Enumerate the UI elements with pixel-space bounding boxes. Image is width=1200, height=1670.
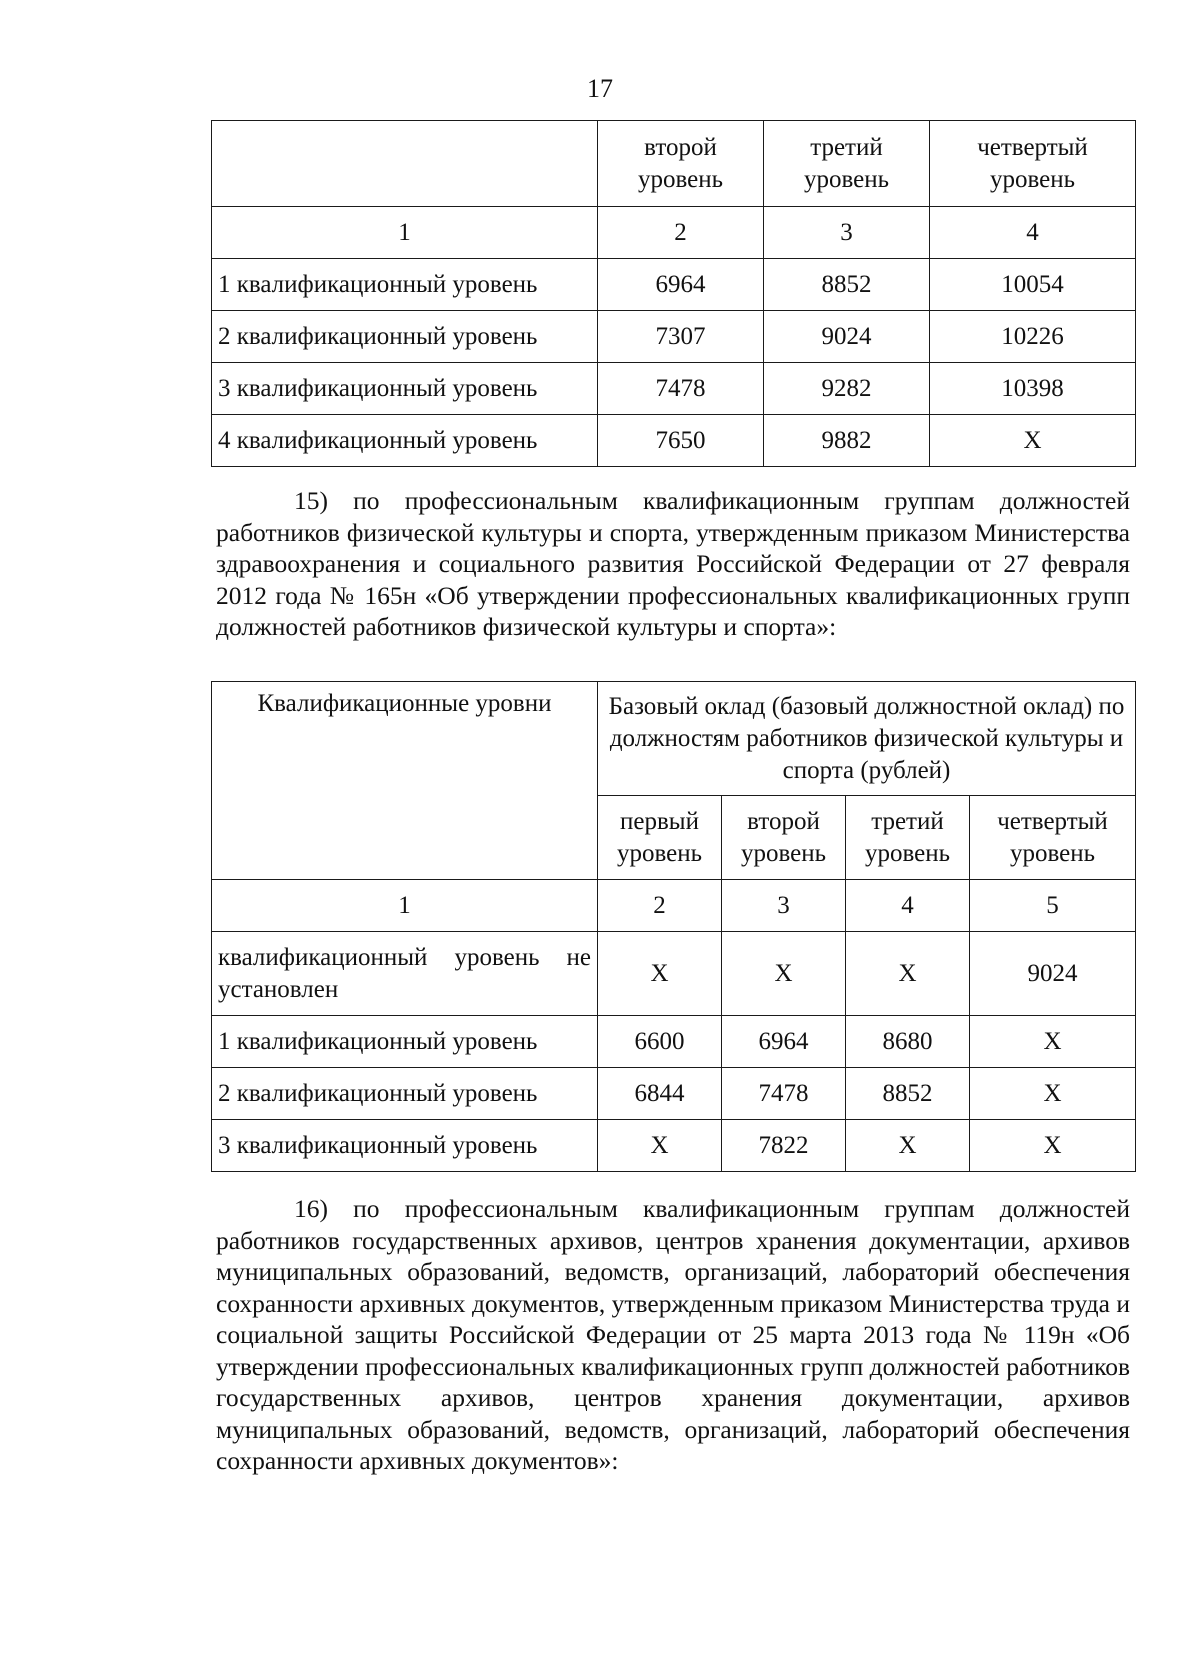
table-header-cell: третий уровень <box>764 121 930 207</box>
table-cell: 7650 <box>598 415 764 467</box>
table-cell: 7307 <box>598 311 764 363</box>
table-cell: 6844 <box>598 1068 722 1120</box>
table-cell: 9882 <box>764 415 930 467</box>
table-cell: X <box>970 1016 1136 1068</box>
table-cell: 7478 <box>722 1068 846 1120</box>
table-cell: X <box>722 932 846 1016</box>
row-label: 2 квалификационный уровень <box>212 311 598 363</box>
sports-salary-table <box>211 681 1136 1172</box>
table-header-cell: второй уровень <box>598 121 764 207</box>
table-cell: 6964 <box>722 1016 846 1068</box>
column-number: 5 <box>970 880 1136 932</box>
column-number: 4 <box>930 207 1136 259</box>
table-cell: X <box>846 1120 970 1172</box>
table-cell: 6964 <box>598 259 764 311</box>
table-header-row <box>212 121 1136 207</box>
table-subheader-cell: четвертый уровень <box>970 796 1136 880</box>
table-cell: 10226 <box>930 311 1136 363</box>
table-row <box>212 1016 1136 1068</box>
table-cell: X <box>598 1120 722 1172</box>
table-cell: X <box>970 1068 1136 1120</box>
table-row <box>212 1120 1136 1172</box>
table-cell: 9024 <box>970 932 1136 1016</box>
table-subheader-cell: первый уровень <box>598 796 722 880</box>
table-cell: X <box>970 1120 1136 1172</box>
table-header-cell: четвертый уровень <box>930 121 1136 207</box>
table-row <box>212 415 1136 467</box>
paragraph-15: 15) по профессиональным квалификационным группам должностей работников физической культуры и спорта, утвержденным приказом Министерства здравоохранения и социального развития Российской Федерации от 27 февраля 2012 года № 165н «Об утверждении профессиональных квалификационных групп должностей работников физической культуры и спорта»: <box>216 486 1130 641</box>
table-cell: 9024 <box>764 311 930 363</box>
row-label: 1 квалификационный уровень <box>212 259 598 311</box>
table-row <box>212 363 1136 415</box>
row-label: 2 квалификационный уровень <box>212 1068 598 1120</box>
table-cell: X <box>846 932 970 1016</box>
table-cell: 10398 <box>930 363 1136 415</box>
table-cell: 7478 <box>598 363 764 415</box>
column-number: 2 <box>598 207 764 259</box>
row-label: 3 квалификационный уровень <box>212 363 598 415</box>
row-label: 3 квалификационный уровень <box>212 1120 598 1172</box>
table-cell: 6600 <box>598 1016 722 1068</box>
table-cell: X <box>930 415 1136 467</box>
table-cell: X <box>598 932 722 1016</box>
row-label: 4 квалификационный уровень <box>212 415 598 467</box>
levels-header: Квалификационные уровни <box>212 682 598 880</box>
salary-table-continued <box>211 120 1136 467</box>
table-cell: 9282 <box>764 363 930 415</box>
column-number: 2 <box>598 880 722 932</box>
paragraph-16: 16) по профессиональным квалификационным группам должностей работников государственных архивов, центров хранения документации, архивов муниципальных образований, ведомств, организаций, лабораторий обеспечения сохранности архивных документов, утвержденным приказом Министерства труда и социальной защиты Российской Федерации от 25 марта 2013 года № 119н «Об утверждении профессиональных квалификационных групп должностей работников государственных архивов, центров хранения документации, архивов муниципальных образований, ведомств, организаций, лабораторий обеспечения сохранности архивных документов»: <box>216 1194 1130 1475</box>
page-number: 17 <box>587 74 613 103</box>
salary-header: Базовый оклад (базовый должностной оклад) по должностям работников физической культуры и спорта (рублей) <box>598 682 1136 796</box>
column-number-row <box>212 880 1136 932</box>
table-header-row <box>212 682 1136 796</box>
table-cell: 8852 <box>846 1068 970 1120</box>
table-subheader-cell: второй уровень <box>722 796 846 880</box>
column-number: 1 <box>212 880 598 932</box>
table-row <box>212 259 1136 311</box>
column-number: 1 <box>212 207 598 259</box>
table-cell: 8852 <box>764 259 930 311</box>
table-cell: 8680 <box>846 1016 970 1068</box>
column-number-row <box>212 207 1136 259</box>
table-row <box>212 932 1136 1016</box>
table-header-cell <box>212 121 598 207</box>
table-cell: 7822 <box>722 1120 846 1172</box>
row-label: 1 квалификационный уровень <box>212 1016 598 1068</box>
table-subheader-cell: третий уровень <box>846 796 970 880</box>
column-number: 4 <box>846 880 970 932</box>
table-row <box>212 311 1136 363</box>
row-label: квалификационный уровень не установлен <box>212 932 598 1016</box>
table-cell: 10054 <box>930 259 1136 311</box>
column-number: 3 <box>722 880 846 932</box>
column-number: 3 <box>764 207 930 259</box>
table-row <box>212 1068 1136 1120</box>
